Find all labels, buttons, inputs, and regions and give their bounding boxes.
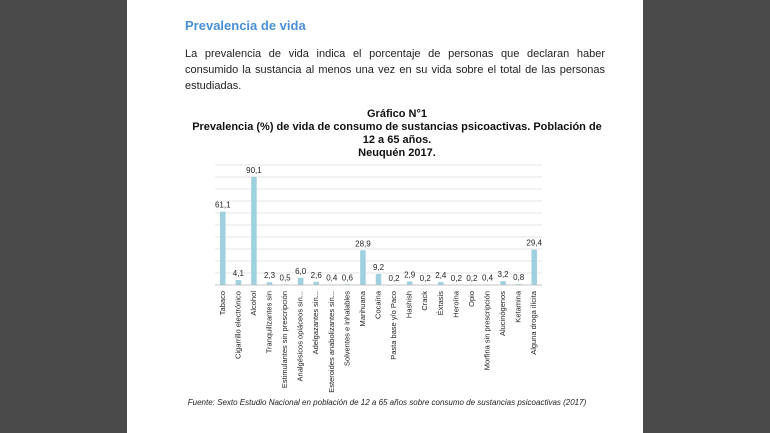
- document-page: [127, 0, 643, 433]
- data-label: 0,4: [481, 273, 494, 283]
- chart-title-line: Prevalencia (%) de vida de consumo de sustancias psicoactivas. Población de: [192, 121, 602, 133]
- chart-bar: [360, 250, 366, 285]
- category-label: Ketamina: [513, 291, 523, 323]
- category-label: Pasta base y/o Paco: [389, 291, 399, 360]
- category-label: Estimulantes sin prescripción: [280, 291, 290, 389]
- data-label: 90,1: [246, 165, 262, 175]
- data-label: 0,2: [466, 273, 478, 283]
- category-label: Éxtasis: [435, 291, 445, 316]
- category-label: Heroína: [451, 291, 461, 318]
- data-label: 9,2: [372, 262, 385, 272]
- chart-bar: [251, 177, 257, 285]
- chart-title-line: Neuquén 2017.: [358, 147, 436, 159]
- chart-bar: [298, 278, 304, 285]
- data-label: 2,4: [435, 271, 447, 281]
- chart-bar: [236, 280, 242, 285]
- chart-source: Fuente: Sexto Estudio Nacional en población de 12 a 65 años sobre consumo de sustancias psicoactivas (2017): [187, 398, 587, 407]
- category-label: Alcohol: [248, 291, 258, 316]
- category-label: Solventes e inhalables: [342, 291, 352, 367]
- category-label: Alucinógenos: [498, 291, 508, 337]
- category-label: Alguna droga ilícita: [529, 291, 539, 355]
- chart-bar: [376, 274, 382, 285]
- chart-bar: [531, 250, 537, 285]
- chart-bar: [407, 282, 413, 285]
- category-label: Tranquilizantes sin: [264, 291, 274, 354]
- category-label: Esteroides anabolizantes sin...: [326, 291, 336, 393]
- data-label: 0,2: [388, 273, 400, 283]
- data-label: 0,5: [279, 273, 291, 283]
- category-label: Adelgazantes sin...: [311, 291, 321, 355]
- chart-bar: [313, 282, 319, 285]
- data-label: 0,8: [513, 273, 525, 283]
- intro-paragraph: La prevalencia de vida indica el porcentaje de personas que declaran haber consumido la sustancia al menos una vez en su vida sobre el total de las personas estudiadas.: [185, 48, 605, 92]
- category-label: Hashish: [404, 291, 414, 319]
- data-label: 0,6: [341, 273, 353, 283]
- data-label: 3,2: [497, 270, 509, 280]
- chart-title-line: Gráfico N°1: [366, 108, 428, 120]
- chart-bar: [267, 282, 273, 285]
- category-label: Crack: [420, 291, 430, 311]
- chart-bar: [438, 282, 444, 285]
- category-label: Morfina sin prescripción: [482, 291, 492, 371]
- category-label: Marihuana: [357, 291, 367, 327]
- section-title: Prevalencia de vida: [185, 18, 306, 33]
- data-label: 2,6: [310, 270, 322, 280]
- data-label: 61,1: [214, 200, 231, 210]
- data-label: 6,0: [295, 266, 307, 276]
- category-label: Cigarrillo electrónico: [233, 291, 243, 359]
- category-label: Opio: [466, 291, 476, 307]
- category-label: Tabaco: [217, 291, 227, 316]
- data-label: 4,1: [232, 269, 244, 279]
- chart-bar: [220, 212, 226, 285]
- data-label: 2,3: [263, 271, 276, 281]
- chart-title-line: 12 a 65 años.: [362, 134, 432, 146]
- data-label: 2,9: [404, 270, 416, 280]
- data-label: 0,4: [326, 273, 338, 283]
- data-label: 29,4: [526, 238, 543, 248]
- data-label: 0,2: [450, 273, 462, 283]
- data-label: 0,2: [419, 273, 431, 283]
- category-label: Cocaína: [373, 291, 383, 319]
- data-label: 28,9: [355, 239, 371, 249]
- bar-chart: [127, 0, 643, 433]
- category-label: Analgésicos opiáceos sin...: [295, 291, 305, 382]
- chart-bar: [500, 281, 506, 285]
